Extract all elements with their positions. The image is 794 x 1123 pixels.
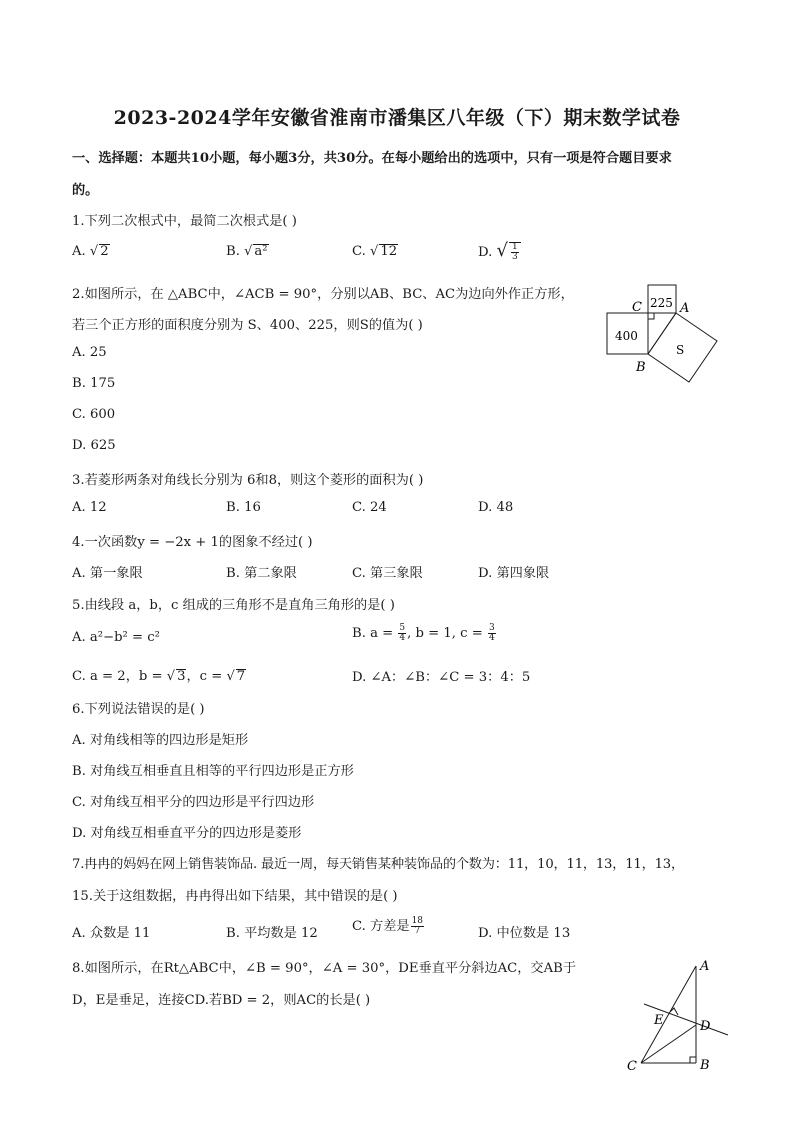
q7-option-b: B. 平均数是 12 <box>226 926 318 941</box>
q8-figure-triangle <box>620 952 735 1077</box>
question-5-stem: 5.由线段 a，b，c 组成的三角形不是直角三角形的是( ) <box>72 598 395 613</box>
q4-option-b: B. 第二象限 <box>226 566 297 581</box>
q5-option-c: C. a = 2，b = √ 3，c = √ 7 <box>72 669 246 684</box>
q4-option-c: C. 第三象限 <box>352 566 423 581</box>
q3-option-b: B. 16 <box>226 500 261 515</box>
q7-option-d: D. 中位数是 13 <box>478 926 571 941</box>
q2-option-b: B. 175 <box>72 376 116 391</box>
section-instructions: 一、选择题：本题共10小题，每小题3分，共30分。在每小题给出的选项中，只有一项是符合题目要求 <box>72 151 672 166</box>
q4-option-d: D. 第四象限 <box>478 566 550 581</box>
q2-area-400: 400 <box>615 329 638 343</box>
question-2-stem-cont: 若三个正方形的面积度分别为 S、400、225，则S的值为( ) <box>72 318 423 333</box>
q2-option-c: C. 600 <box>72 407 116 422</box>
q2-area-s: S <box>676 343 685 357</box>
q6-option-a: A. 对角线相等的四边形是矩形 <box>72 733 249 748</box>
q3-option-a: A. 12 <box>72 500 107 515</box>
question-8-stem-cont: D，E是垂足，连接CD.若BD = 2，则AC的长是( ) <box>72 993 371 1008</box>
question-6-stem: 6.下列说法错误的是( ) <box>72 702 205 717</box>
q1-option-a: A. √ 2 <box>72 244 109 259</box>
q1-option-c: C. √ 12 <box>352 244 398 259</box>
q8-label-d: D <box>700 1019 711 1034</box>
q2-label-a: A <box>680 301 690 316</box>
q7-option-c: C. 方差是 $\frac{18}{7}$ <box>352 916 424 936</box>
q7-option-a: A. 众数是 11 <box>72 926 151 941</box>
q3-option-c: C. 24 <box>352 500 387 515</box>
q8-label-e: E <box>654 1013 664 1028</box>
q6-option-b: B. 对角线互相垂直且相等的平行四边形是正方形 <box>72 764 354 779</box>
question-3-stem: 3.若菱形两条对角线长分别为 6和8，则这个菱形的面积为( ) <box>72 473 424 488</box>
q5-option-a: A. a²−b² = c² <box>72 630 160 645</box>
q2-area-225: 225 <box>650 296 673 310</box>
q1-option-b: B. √ a² <box>226 244 268 259</box>
q4-option-a: A. 第一象限 <box>72 566 143 581</box>
page-title: 2023-2024学年安徽省淮南市潘集区八年级（下）期末数学试卷 <box>113 107 681 129</box>
q8-label-a: A <box>700 959 710 974</box>
question-4-stem: 4.一次函数y = −2x + 1的图象不经过( ) <box>72 535 313 550</box>
q2-figure-squares <box>598 278 728 388</box>
q3-option-d: D. 48 <box>478 500 514 515</box>
q2-option-d: D. 625 <box>72 438 116 453</box>
question-2-stem: 2.如图所示，在 △ABC中，∠ACB = 90°，分别以AB、BC、AC为边向外作正方形， <box>72 287 574 302</box>
q5-option-b: B. a = $\frac{5}{4}$ , b = 1, c = $\frac{3}{4}$ <box>352 623 495 643</box>
q5-option-d: D. ∠A：∠B：∠C = 3：4：5 <box>352 670 531 685</box>
question-1-stem: 1.下列二次根式中，最简二次根式是( ) <box>72 214 297 229</box>
section-instructions-cont: 的。 <box>72 183 99 198</box>
q1-option-d: D. √ $\frac{1}{3}$ <box>478 240 521 262</box>
q2-option-a: A. 25 <box>72 345 107 360</box>
q2-label-c: C <box>632 300 642 315</box>
q6-option-d: D. 对角线互相垂直平分的四边形是菱形 <box>72 826 302 841</box>
q2-label-b: B <box>636 360 646 375</box>
q8-label-b: B <box>700 1058 710 1073</box>
q8-label-c: C <box>627 1059 637 1074</box>
question-7-stem: 7.冉冉的妈妈在网上销售装饰品. 最近一周，每天销售某种装饰品的个数为：11，10，11，13，11，13， <box>72 857 684 872</box>
question-7-stem-cont: 15.关于这组数据，冉冉得出如下结果，其中错误的是( ) <box>72 889 398 904</box>
question-8-stem: 8.如图所示，在Rt△ABC中，∠B = 90°，∠A = 30°，DE垂直平分斜边AC，交AB于 <box>72 961 577 976</box>
q6-option-c: C. 对角线互相平分的四边形是平行四边形 <box>72 795 315 810</box>
